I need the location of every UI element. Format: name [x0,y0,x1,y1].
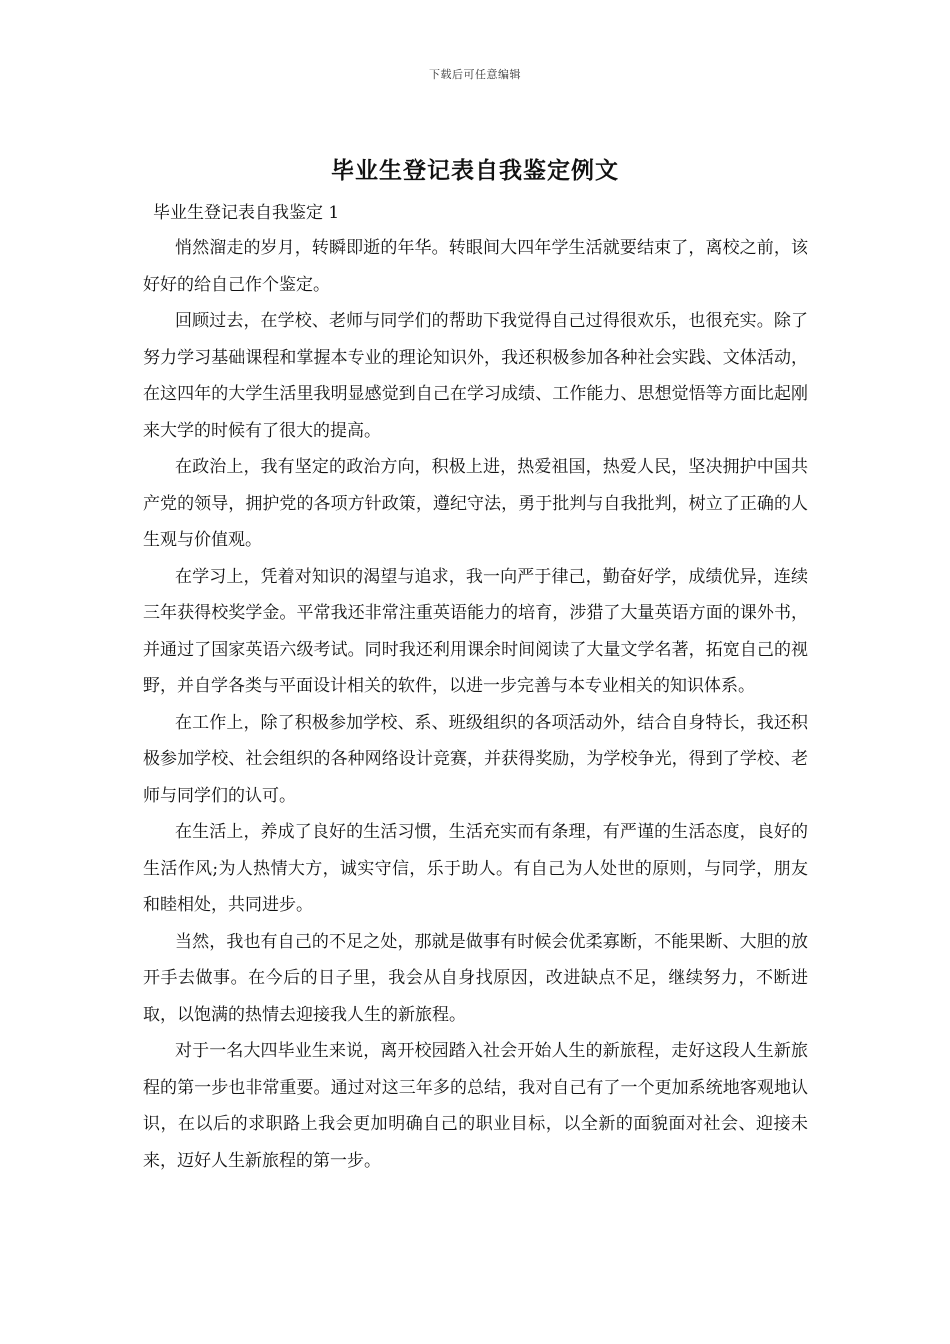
paragraph: 回顾过去，在学校、老师与同学们的帮助下我觉得自己过得很欢乐，也很充实。除了努力学习基础课程和掌握本专业的理论知识外，我还积极参加各种社会实践、文体活动，在这四年的大学生活里我明显感觉到自己在学习成绩、工作能力、思想觉悟等方面比起刚来大学的时候有了很大的提高。 [143,311,808,441]
document-title: 毕业生登记表自我鉴定例文 [331,157,619,184]
paragraph: 对于一名大四毕业生来说，离开校园踏入社会开始人生的新旅程，走好这段人生新旅程的第一步也非常重要。通过对这三年多的总结，我对自己有了一个更加系统地客观地认识，在以后的求职路上我会更加明确自己的职业目标，以全新的面貌面对社会、迎接未来，迈好人生新旅程的第一步。 [143,1041,808,1171]
header-note: 下载后可任意编辑 [429,68,521,81]
paragraph: 当然，我也有自己的不足之处，那就是做事有时候会优柔寡断，不能果断、大胆的放开手去做事。在今后的日子里，我会从自身找原因，改进缺点不足，继续努力，不断进取，以饱满的热情去迎接我人生的新旅程。 [143,931,808,1025]
paragraph: 在生活上，养成了良好的生活习惯，生活充实而有条理，有严谨的生活态度，良好的生活作风;为人热情大方，诚实守信，乐于助人。有自己为人处世的原则，与同学，朋友和睦相处，共同进步。 [143,822,808,915]
document-body [143,196,808,1179]
paragraph: 在学习上，凭着对知识的渴望与追求，我一向严于律己，勤奋好学，成绩优异，连续三年获得校奖学金。平常我还非常注重英语能力的培育，涉猎了大量英语方面的课外书，并通过了国家英语六级考试。同时我还利用课余时间阅读了大量文学名著，拓宽自己的视野，并自学各类与平面设计相关的软件，以进一步完善与本专业相关的知识体系。 [143,566,808,696]
paragraph: 在工作上，除了积极参加学校、系、班级组织的各项活动外，结合自身特长，我还积极参加学校、社会组织的各种网络设计竞赛，并获得奖励，为学校争光，得到了学校、老师与同学们的认可。 [143,712,808,806]
paragraph: 悄然溜走的岁月，转瞬即逝的年华。转眼间大四年学生活就要结束了，离校之前，该好好的给自己作个鉴定。 [143,238,808,295]
document-subtitle: 毕业生登记表自我鉴定 1 [153,203,340,223]
paragraph: 在政治上，我有坚定的政治方向，积极上进，热爱祖国，热爱人民，坚决拥护中国共产党的领导，拥护党的各项方针政策，遵纪守法，勇于批判与自我批判，树立了正确的人生观与价值观。 [143,457,808,550]
